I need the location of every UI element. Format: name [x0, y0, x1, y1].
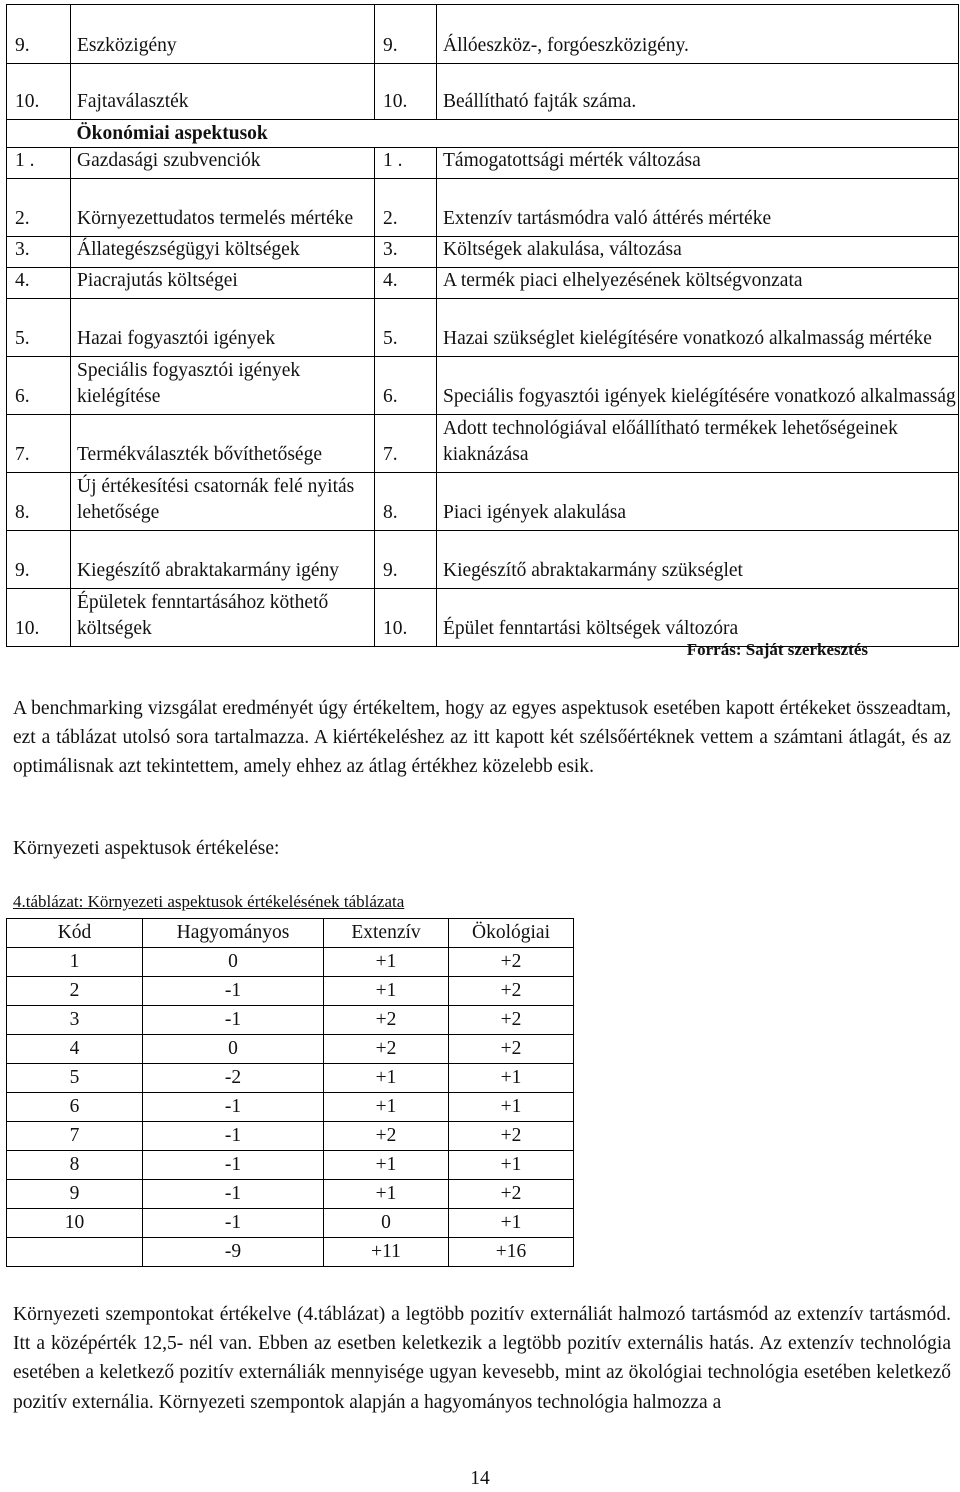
cell-text: A termék piaci elhelyezésének költségvonzata: [437, 268, 959, 299]
cell-num: 9.: [7, 531, 71, 589]
table-cell: +16: [449, 1238, 574, 1267]
table-row: [7, 148, 959, 179]
table-row: [7, 268, 959, 299]
table-cell: +1: [449, 1209, 574, 1238]
table-cell: -1: [143, 1180, 324, 1209]
cell-num: 1 .: [375, 148, 437, 179]
cell-num: 7.: [7, 415, 71, 473]
cell-num: 10.: [7, 64, 71, 120]
table-cell: 10: [7, 1209, 143, 1238]
table-cell: -1: [143, 1093, 324, 1122]
cell-num: 4.: [7, 268, 71, 299]
table-cell: +1: [449, 1064, 574, 1093]
table-cell: -1: [143, 1151, 324, 1180]
table-cell: -9: [143, 1238, 324, 1267]
table-cell: -1: [143, 1209, 324, 1238]
paragraph: A benchmarking vizsgálat eredményét úgy értékeltem, hogy az egyes aspektusok esetében kapott értékeket összeadtam, ezt a táblázat utolsó sora tartalmazza. A kiértékeléshez az itt kapott két szélsőértéknek vettem a számtani átlagát, és az optimálisnak azt tekintettem, amely ehhez az átlag értékhez közelebb esik.: [13, 698, 951, 778]
table-cell: 0: [324, 1209, 449, 1238]
table-cell: +2: [324, 1035, 449, 1064]
table-cell: +2: [324, 1006, 449, 1035]
table-cell: -1: [143, 1006, 324, 1035]
table-row: [7, 589, 959, 647]
cell-num: 3.: [7, 237, 71, 268]
cell-text: Fajtaválaszték: [71, 64, 375, 120]
table-cell: [7, 1238, 143, 1267]
cell-num: 6.: [7, 357, 71, 415]
cell-text: Kiegészítő abraktakarmány szükséglet: [437, 531, 959, 589]
cell-num: 7.: [375, 415, 437, 473]
cell-text: Eszközigény: [71, 5, 375, 64]
table-cell: -2: [143, 1064, 324, 1093]
cell-num: 10.: [375, 64, 437, 120]
table-cell: 9: [7, 1180, 143, 1209]
column-header: Kód: [7, 919, 143, 948]
cell-text: Épület fenntartási költségek változóra: [437, 589, 959, 647]
table-cell: 7: [7, 1122, 143, 1151]
table-cell: +2: [324, 1122, 449, 1151]
section-header-row: [7, 120, 959, 148]
table-cell: 6: [7, 1093, 143, 1122]
table-row: [7, 1238, 574, 1267]
cell-text: Új értékesítési csatornák felé nyitás lehetősége: [71, 473, 375, 531]
table-row: [7, 473, 959, 531]
column-header: Ökológiai: [449, 919, 574, 948]
section-title: Ökonómiai aspektusok: [71, 120, 375, 148]
table-row: [7, 64, 959, 120]
cell-num: 9.: [375, 531, 437, 589]
cell-num: 8.: [375, 473, 437, 531]
cell-text: Hazai fogyasztói igények: [71, 299, 375, 357]
table-cell: +2: [449, 1180, 574, 1209]
column-header: Extenzív: [324, 919, 449, 948]
cell-text: Gazdasági szubvenciók: [71, 148, 375, 179]
header-row: [7, 919, 574, 948]
cell-num: 10.: [375, 589, 437, 647]
table-cell: 3: [7, 1006, 143, 1035]
table-row: [7, 1093, 574, 1122]
cell-num: 4.: [375, 268, 437, 299]
cell-num: 5.: [375, 299, 437, 357]
cell-num: 6.: [375, 357, 437, 415]
table-cell: +1: [324, 1180, 449, 1209]
table-cell: +1: [324, 1093, 449, 1122]
cell-num: 9.: [7, 5, 71, 64]
cell-text: Környezettudatos termelés mértéke: [71, 179, 375, 237]
caption-label: 4.táblázat:: [13, 892, 84, 911]
table-caption: [13, 892, 404, 912]
table-cell: 4: [7, 1035, 143, 1064]
table-row: [7, 1209, 574, 1238]
table-cell: +1: [449, 1151, 574, 1180]
cell-num: 8.: [7, 473, 71, 531]
caption-text: Környezeti aspektusok értékelésének táblázata: [83, 892, 405, 911]
table-cell: +11: [324, 1238, 449, 1267]
cell-text: Speciális fogyasztói igények kielégítése: [71, 357, 375, 415]
page-number: 14: [470, 1468, 490, 1489]
table-cell: +1: [324, 977, 449, 1006]
table-row: [7, 357, 959, 415]
cell-text: Állóeszköz-, forgóeszközigény.: [437, 5, 959, 64]
table-row: [7, 1122, 574, 1151]
table-cell: +1: [449, 1093, 574, 1122]
table-row: [7, 179, 959, 237]
cell-text: Piacrajutás költségei: [71, 268, 375, 299]
table-cell: 0: [143, 948, 324, 977]
cell-num: 10.: [7, 589, 71, 647]
evaluation-table: [6, 918, 574, 1267]
source-note: Forrás: Saját szerkesztés: [686, 640, 868, 659]
cell-num: 2.: [7, 179, 71, 237]
table-row: [7, 1151, 574, 1180]
table-row: [7, 1006, 574, 1035]
table-cell: 0: [143, 1035, 324, 1064]
table-cell: +1: [324, 1151, 449, 1180]
table-row: [7, 1180, 574, 1209]
cell-text: Extenzív tartásmódra való áttérés mértéke: [437, 179, 959, 237]
cell-num: 3.: [375, 237, 437, 268]
table-cell: -1: [143, 1122, 324, 1151]
table-row: [7, 415, 959, 473]
table-cell: 8: [7, 1151, 143, 1180]
table-cell: +1: [324, 1064, 449, 1093]
table-row: [7, 5, 959, 64]
table-row: [7, 1064, 574, 1093]
cell-num: 2.: [375, 179, 437, 237]
aspects-table: [6, 4, 959, 647]
cell-num: 9.: [375, 5, 437, 64]
table-cell: 5: [7, 1064, 143, 1093]
cell-text: Piaci igények alakulása: [437, 473, 959, 531]
cell-text: Állategészségügyi költségek: [71, 237, 375, 268]
section-heading: Környezeti aspektusok értékelése:: [13, 838, 280, 859]
cell-num: 5.: [7, 299, 71, 357]
table-row: [7, 237, 959, 268]
table-row: [7, 1035, 574, 1064]
table-cell: +2: [449, 948, 574, 977]
table-cell: +1: [324, 948, 449, 977]
cell-text: Kiegészítő abraktakarmány igény: [71, 531, 375, 589]
cell-text: Költségek alakulása, változása: [437, 237, 959, 268]
table-cell: 2: [7, 977, 143, 1006]
table-row: [7, 299, 959, 357]
cell-num: 1 .: [7, 148, 71, 179]
table-row: [7, 948, 574, 977]
paragraph: Környezeti szempontokat értékelve (4.táblázat) a legtöbb pozitív externáliát halmozó tartásmód az extenzív tartásmód. Itt a középérték 12,5- nél van. Ebben az esetben keletkezik a legtöbb pozitív externális hatás. Az extenzív technológia esetében a keletkező pozitív externáliák mennyisége ugyan kevesebb, mint az ökológiai technológia esetében keletkező pozitív externália. Környezeti szempontok alapján a hagyományos technológia halmozza a: [13, 1304, 951, 1413]
table-cell: 1: [7, 948, 143, 977]
cell-text: Hazai szükséglet kielégítésére vonatkozó alkalmasság mértéke: [437, 299, 959, 357]
cell-text: Épületek fenntartásához köthető költségek: [71, 589, 375, 647]
cell-text: Speciális fogyasztói igények kielégítésére vonatkozó alkalmasság: [437, 357, 959, 415]
table-cell: +2: [449, 1122, 574, 1151]
table-cell: -1: [143, 977, 324, 1006]
cell-text: Adott technológiával előállítható termékek lehetőségeinek kiaknázása: [437, 415, 959, 473]
table-row: [7, 531, 959, 589]
table-cell: +2: [449, 977, 574, 1006]
table-cell: +2: [449, 1006, 574, 1035]
column-header: Hagyományos: [143, 919, 324, 948]
cell-text: Termékválaszték bővíthetősége: [71, 415, 375, 473]
table-cell: +2: [449, 1035, 574, 1064]
cell-text: Beállítható fajták száma.: [437, 64, 959, 120]
cell-text: Támogatottsági mérték változása: [437, 148, 959, 179]
table-row: [7, 977, 574, 1006]
